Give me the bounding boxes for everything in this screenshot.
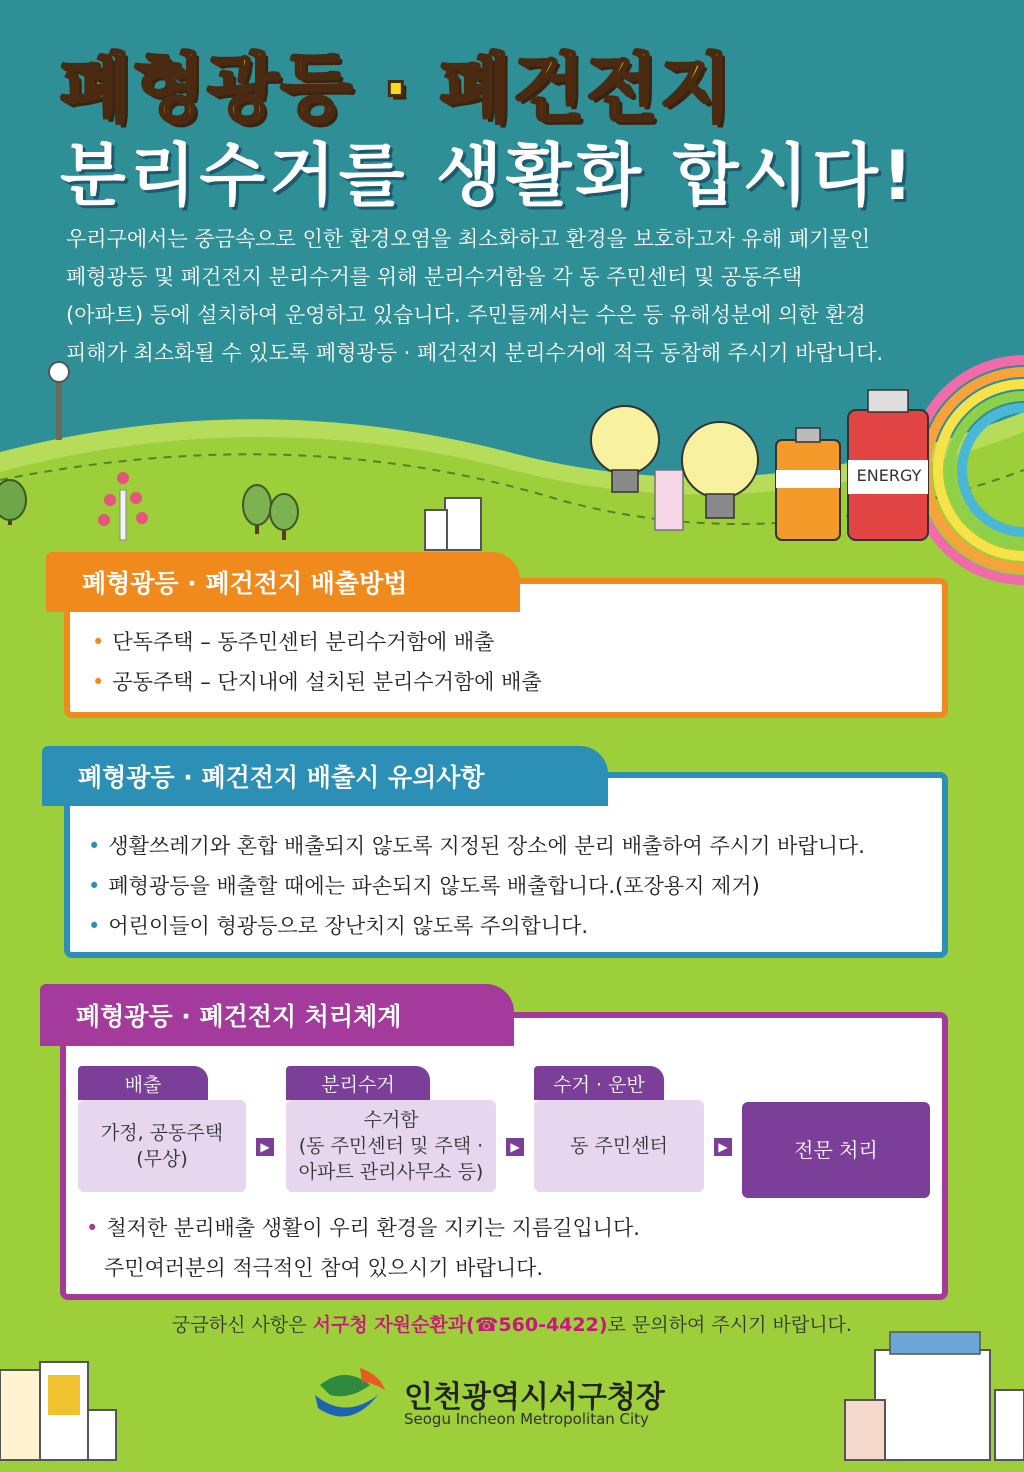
- step-label-separation: 분리수거: [286, 1066, 430, 1100]
- cautions-list: [88, 826, 865, 946]
- step-label-discharge: 배출: [78, 1066, 208, 1100]
- intro-paragraph: [66, 220, 956, 372]
- battery-small: [776, 428, 840, 540]
- process-title: [40, 984, 514, 1046]
- intro-line: 폐형광등 및 폐건전지 분리수거를 위해 분리수거함을 각 동 주민센터 및 공동주택: [66, 265, 803, 289]
- method-list: [92, 622, 542, 702]
- org-name: 인천광역시서구청장: [404, 1380, 665, 1415]
- contact-phone: 서구청 자원순환과(☎560-4422): [312, 1314, 608, 1336]
- org-name-english: Seogu Incheon Metropolitan City: [404, 1410, 649, 1428]
- list-item: • 단독주택 – 동주민센터 분리수거함에 배출: [92, 630, 495, 654]
- bullet-icon: •: [88, 874, 101, 898]
- note-line-2: 주민여러분의 적극적인 참여 있으시기 바랍니다.: [104, 1256, 544, 1280]
- step-box-final: 전문 처리: [742, 1102, 930, 1198]
- bullet-icon: •: [92, 670, 105, 694]
- intro-line: (아파트) 등에 설치하여 운영하고 있습니다. 주민들께서는 수은 등 유해성분에 의한 환경: [66, 303, 866, 327]
- step-box-separation: 수거함 (동 주민센터 및 주택 · 아파트 관리사무소 등): [286, 1100, 496, 1192]
- arrow-right-icon: ▶: [506, 1138, 524, 1156]
- bullet-icon: •: [86, 1216, 99, 1240]
- intro-line: 피해가 최소화될 수 있도록 폐형광등 · 폐건전지 분리수거에 적극 동참해 주시기 바랍니다.: [66, 341, 884, 365]
- arrow-right-icon: ▶: [256, 1138, 274, 1156]
- building-pink: [655, 470, 683, 530]
- main-title: 폐형광등 · 폐건전지: [60, 46, 734, 132]
- method-title-text: 폐형광등 · 폐건전지 배출방법: [82, 569, 408, 598]
- intro-line: 우리구에서는 중금속으로 인한 환경오염을 최소화하고 환경을 보호하고자 유해 폐기물인: [66, 227, 870, 251]
- process-note: [86, 1208, 640, 1288]
- process-title-text: 폐형광등 · 폐건전지 처리체계: [76, 1002, 402, 1031]
- arrow-right-icon: ▶: [714, 1138, 732, 1156]
- contact-line: 궁금하신 사항은 서구청 자원순환과(☎560-4422)로 문의하여 주시기 바랍니다.: [172, 1314, 852, 1336]
- cautions-title-text: 폐형광등 · 폐건전지 배출시 유의사항: [78, 763, 485, 792]
- bullet-icon: •: [92, 630, 105, 654]
- battery-large: [848, 390, 928, 540]
- step-label-transport: 수거 · 운반: [534, 1066, 664, 1100]
- note-line-1: 철저한 분리배출 생활이 우리 환경을 지키는 지름길입니다.: [106, 1216, 640, 1240]
- main-subtitle: 분리수거를 생활화 합시다!: [60, 137, 917, 216]
- method-title: [46, 552, 520, 612]
- step-box-transport: 동 주민센터: [534, 1100, 704, 1192]
- list-item: • 폐형광등을 배출할 때에는 파손되지 않도록 배출합니다.(포장용지 제거): [88, 874, 760, 898]
- cautions-title: [42, 746, 608, 806]
- step-box-discharge: 가정, 공동주택 (무상): [78, 1100, 246, 1192]
- list-item: • 어린이들이 형광등으로 장난치지 않도록 주의합니다.: [88, 914, 589, 938]
- bullet-icon: •: [88, 834, 101, 858]
- list-item: • 생활쓰레기와 혼합 배출되지 않도록 지정된 장소에 분리 배출하여 주시기 바랍니다.: [88, 834, 865, 858]
- list-item: • 공동주택 – 단지내에 설치된 분리수거함에 배출: [92, 670, 542, 694]
- battery-energy-label: ENERGY: [856, 466, 922, 485]
- bullet-icon: •: [88, 914, 101, 938]
